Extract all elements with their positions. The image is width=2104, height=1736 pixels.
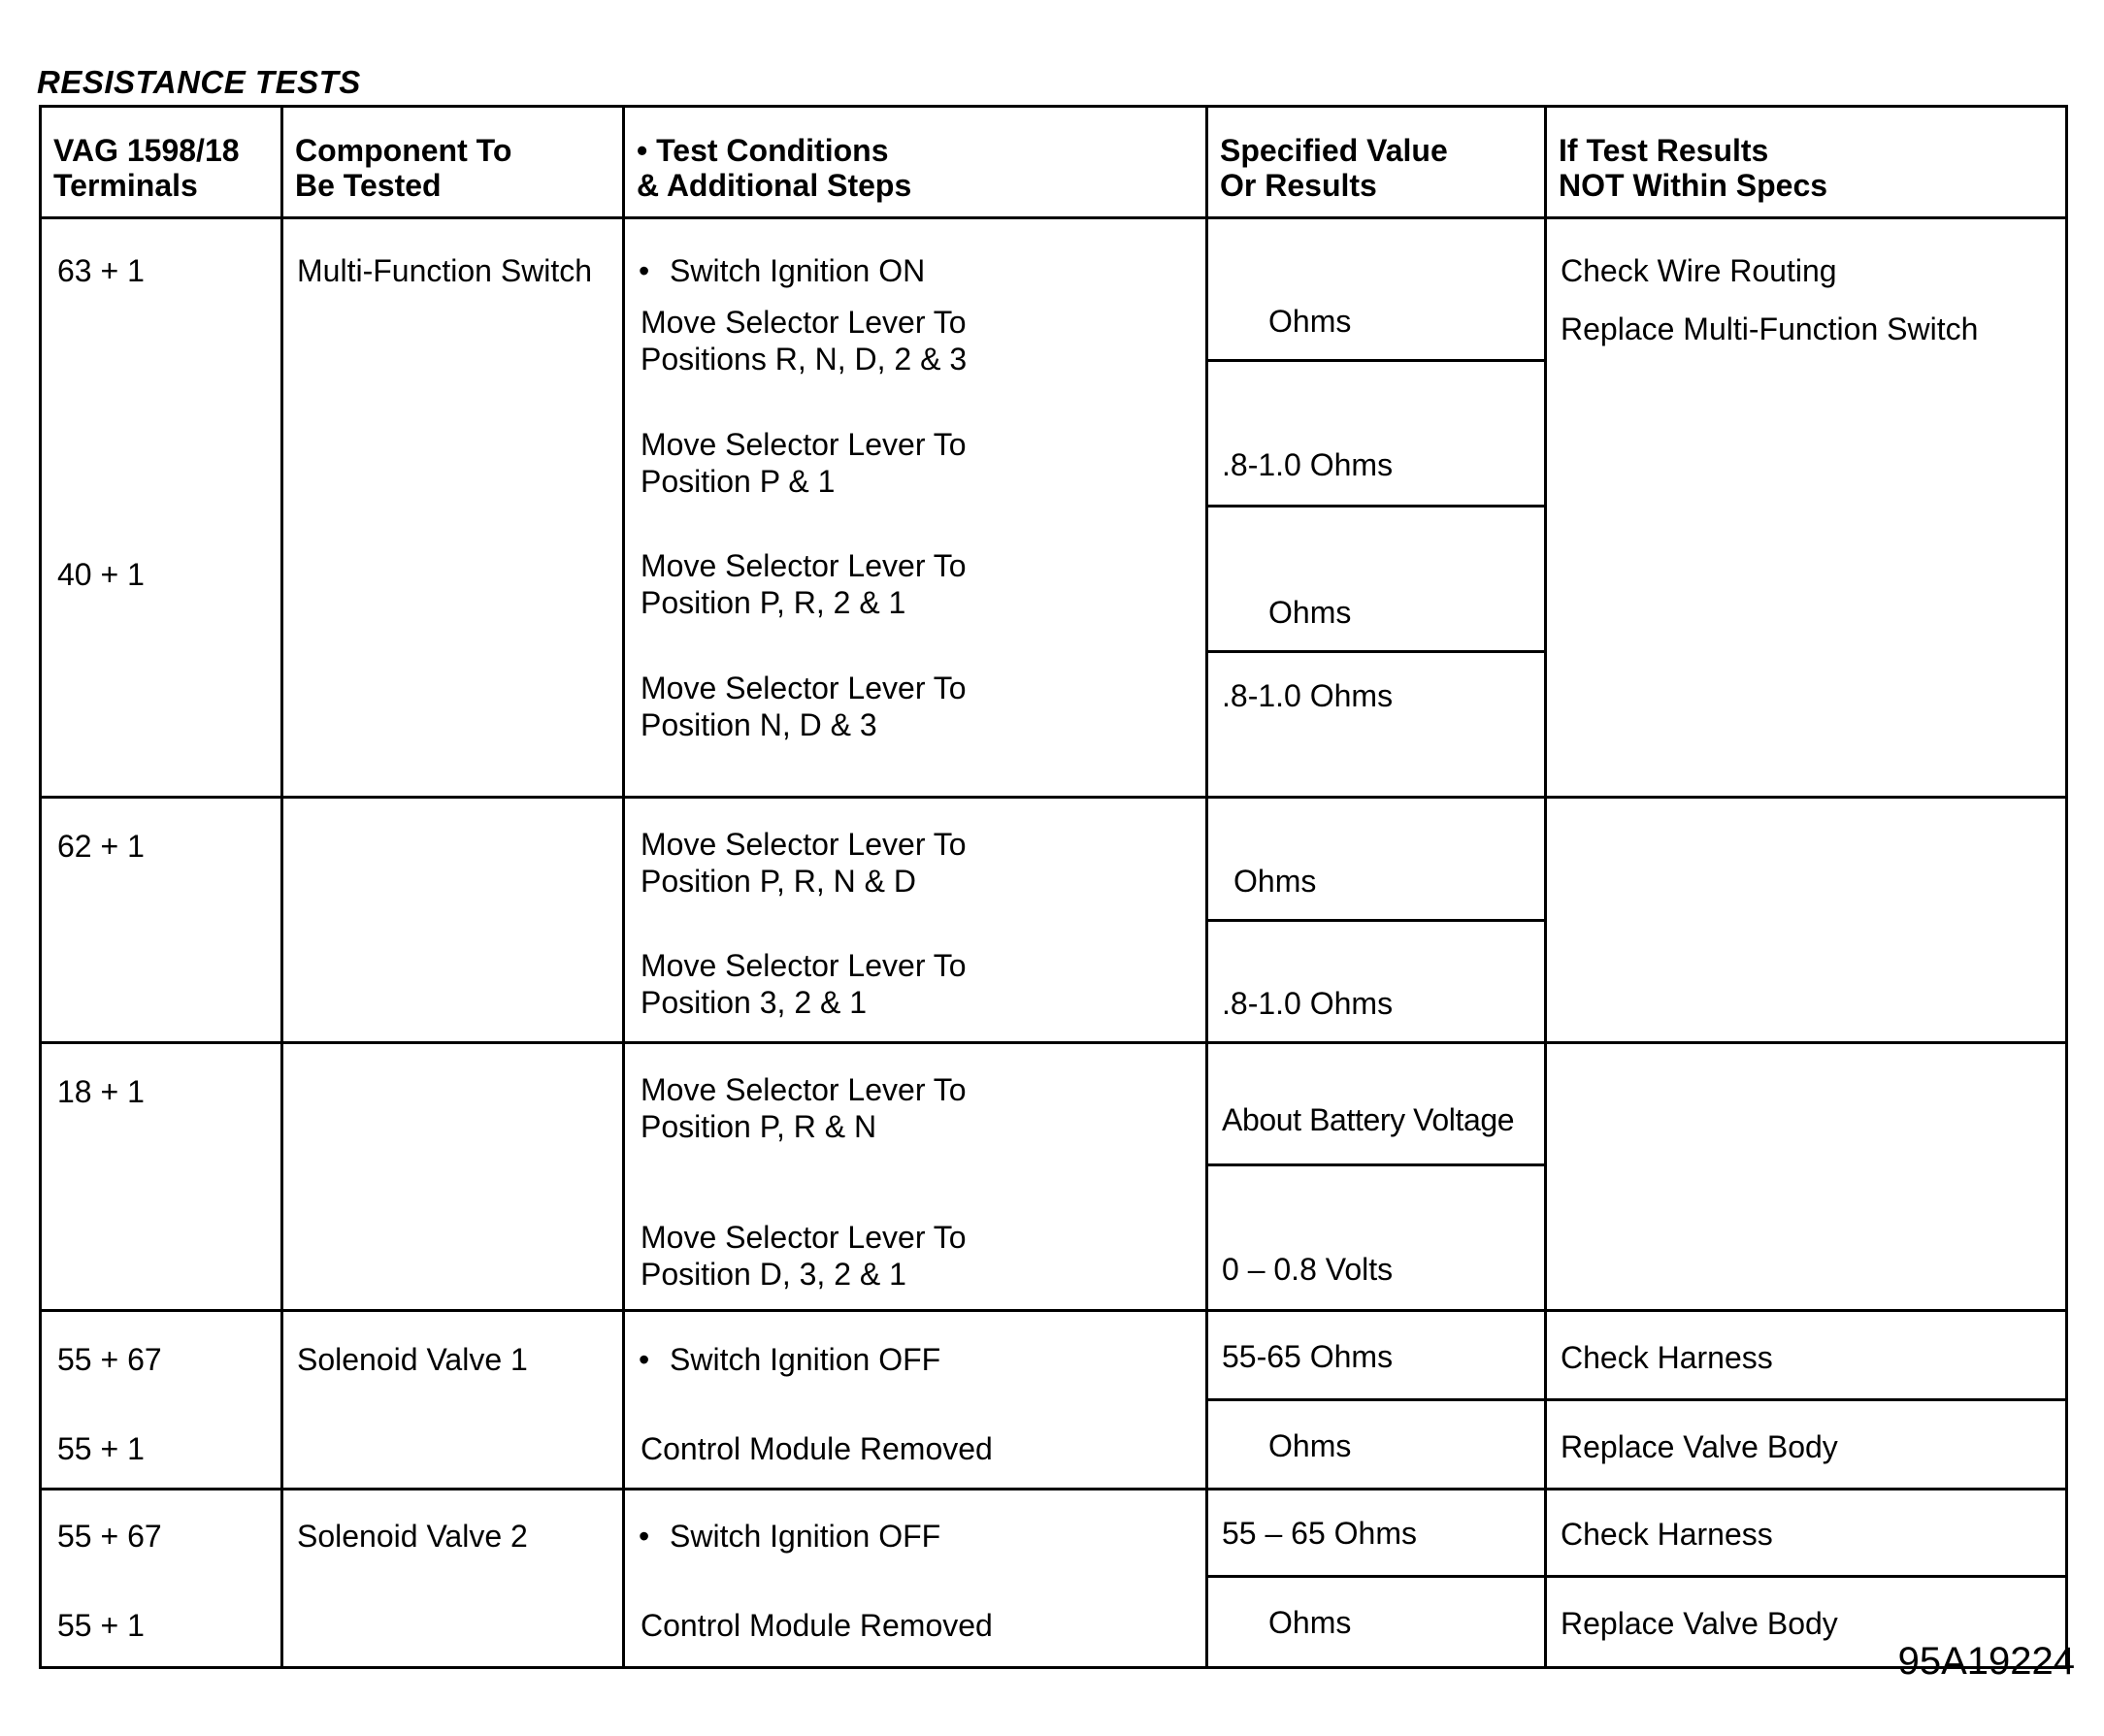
figure-id: 95A19224	[1897, 1640, 2075, 1683]
component-cell	[282, 218, 624, 798]
condition-step: Move Selector Lever To Position P, R, 2 & 1	[641, 548, 967, 620]
condition-step: Move Selector Lever To Position N, D & 3	[641, 671, 967, 742]
fix-cell	[1546, 798, 2067, 1043]
value-cell	[1207, 1490, 1546, 1577]
value-label: 55 – 65 Ohms	[1222, 1516, 1417, 1551]
component-label: Multi-Function Switch	[297, 253, 593, 288]
terminal-label: 55 + 1	[57, 1431, 145, 1466]
conditions-cell	[624, 1043, 1207, 1311]
value-label: Ohms	[1268, 1605, 1352, 1640]
value-cell	[1207, 652, 1546, 798]
value-label: About Battery Voltage	[1222, 1102, 1515, 1137]
value-cell	[1207, 361, 1546, 507]
value-cell	[1207, 218, 1546, 361]
component-label: Solenoid Valve 1	[297, 1342, 528, 1377]
header-conditions: • Test Conditions & Additional Steps	[624, 107, 1207, 218]
value-label: Ohms	[1268, 304, 1352, 340]
terminal-label: 55 + 1	[57, 1608, 145, 1643]
terminal-label: 55 + 67	[57, 1342, 162, 1377]
value-cell	[1207, 1311, 1546, 1400]
terminal-label: 62 + 1	[57, 829, 145, 864]
fix-step: Replace Valve Body	[1561, 1606, 1838, 1641]
fix-step: Check Wire Routing	[1561, 253, 1837, 288]
condition-step: • Switch Ignition OFF	[639, 1341, 940, 1378]
condition-step: • Switch Ignition ON	[639, 252, 925, 289]
value-cell	[1207, 1043, 1546, 1165]
fix-cell	[1546, 1490, 2067, 1577]
header-specified-value: Specified Value Or Results	[1207, 107, 1546, 218]
terminals-cell	[41, 798, 282, 1043]
value-cell	[1207, 1400, 1546, 1490]
fix-step: Check Harness	[1561, 1517, 1773, 1552]
header-component: Component To Be Tested	[282, 107, 624, 218]
conditions-cell	[624, 218, 1207, 798]
value-cell	[1207, 920, 1546, 1043]
header-terminals: VAG 1598/18 Terminals	[41, 107, 282, 218]
conditions-cell	[624, 1490, 1207, 1668]
page-title: RESISTANCE TESTS	[37, 64, 361, 100]
value-label: .8-1.0 Ohms	[1222, 678, 1394, 714]
condition-step: Move Selector Lever To Position P, R & N	[641, 1072, 967, 1144]
component-label: Solenoid Valve 2	[297, 1519, 528, 1554]
terminal-label: 40 + 1	[57, 557, 145, 592]
condition-step: • Switch Ignition OFF	[639, 1518, 940, 1555]
condition-step: Move Selector Lever To Position P & 1	[641, 427, 967, 499]
condition-step: Move Selector Lever To Position 3, 2 & 1	[641, 948, 967, 1020]
value-cell	[1207, 507, 1546, 652]
condition-step: Move Selector Lever To Positions R, N, D, 2 & 3	[641, 305, 968, 377]
resistance-tests-table	[39, 105, 2068, 1669]
terminals-cell	[41, 1311, 282, 1490]
component-cell	[282, 1043, 624, 1311]
component-cell	[282, 798, 624, 1043]
conditions-cell	[624, 798, 1207, 1043]
terminals-cell	[41, 1043, 282, 1311]
terminals-cell	[41, 1490, 282, 1668]
fix-step: Check Harness	[1561, 1340, 1773, 1375]
condition-step: Control Module Removed	[641, 1608, 993, 1643]
terminals-cell	[41, 218, 282, 798]
value-label: 0 – 0.8 Volts	[1222, 1252, 1394, 1287]
value-label: Ohms	[1233, 863, 1317, 899]
value-cell	[1207, 1577, 1546, 1668]
value-label: .8-1.0 Ohms	[1222, 447, 1394, 483]
value-cell	[1207, 1165, 1546, 1311]
fix-cell	[1546, 1311, 2067, 1400]
fix-step: Replace Valve Body	[1561, 1429, 1838, 1464]
header-if-not-within-specs: If Test Results NOT Within Specs	[1546, 107, 2067, 218]
component-cell	[282, 1311, 624, 1490]
terminal-label: 18 + 1	[57, 1074, 145, 1109]
condition-step: Move Selector Lever To Position P, R, N & D	[641, 827, 967, 899]
value-label: .8-1.0 Ohms	[1222, 986, 1394, 1021]
component-cell	[282, 1490, 624, 1668]
conditions-cell	[624, 1311, 1207, 1490]
value-cell	[1207, 798, 1546, 921]
value-label: 55-65 Ohms	[1222, 1339, 1394, 1374]
value-label: Ohms	[1268, 1428, 1352, 1463]
fix-cell	[1546, 218, 2067, 798]
condition-step: Control Module Removed	[641, 1431, 993, 1466]
terminal-label: 63 + 1	[57, 253, 145, 288]
header-row	[41, 107, 2067, 218]
terminal-label: 55 + 67	[57, 1519, 162, 1554]
fix-cell	[1546, 1043, 2067, 1311]
fix-cell	[1546, 1400, 2067, 1490]
fix-step: Replace Multi-Function Switch	[1561, 311, 1979, 346]
value-label: Ohms	[1268, 595, 1352, 631]
condition-step: Move Selector Lever To Position D, 3, 2 & 1	[641, 1220, 967, 1292]
